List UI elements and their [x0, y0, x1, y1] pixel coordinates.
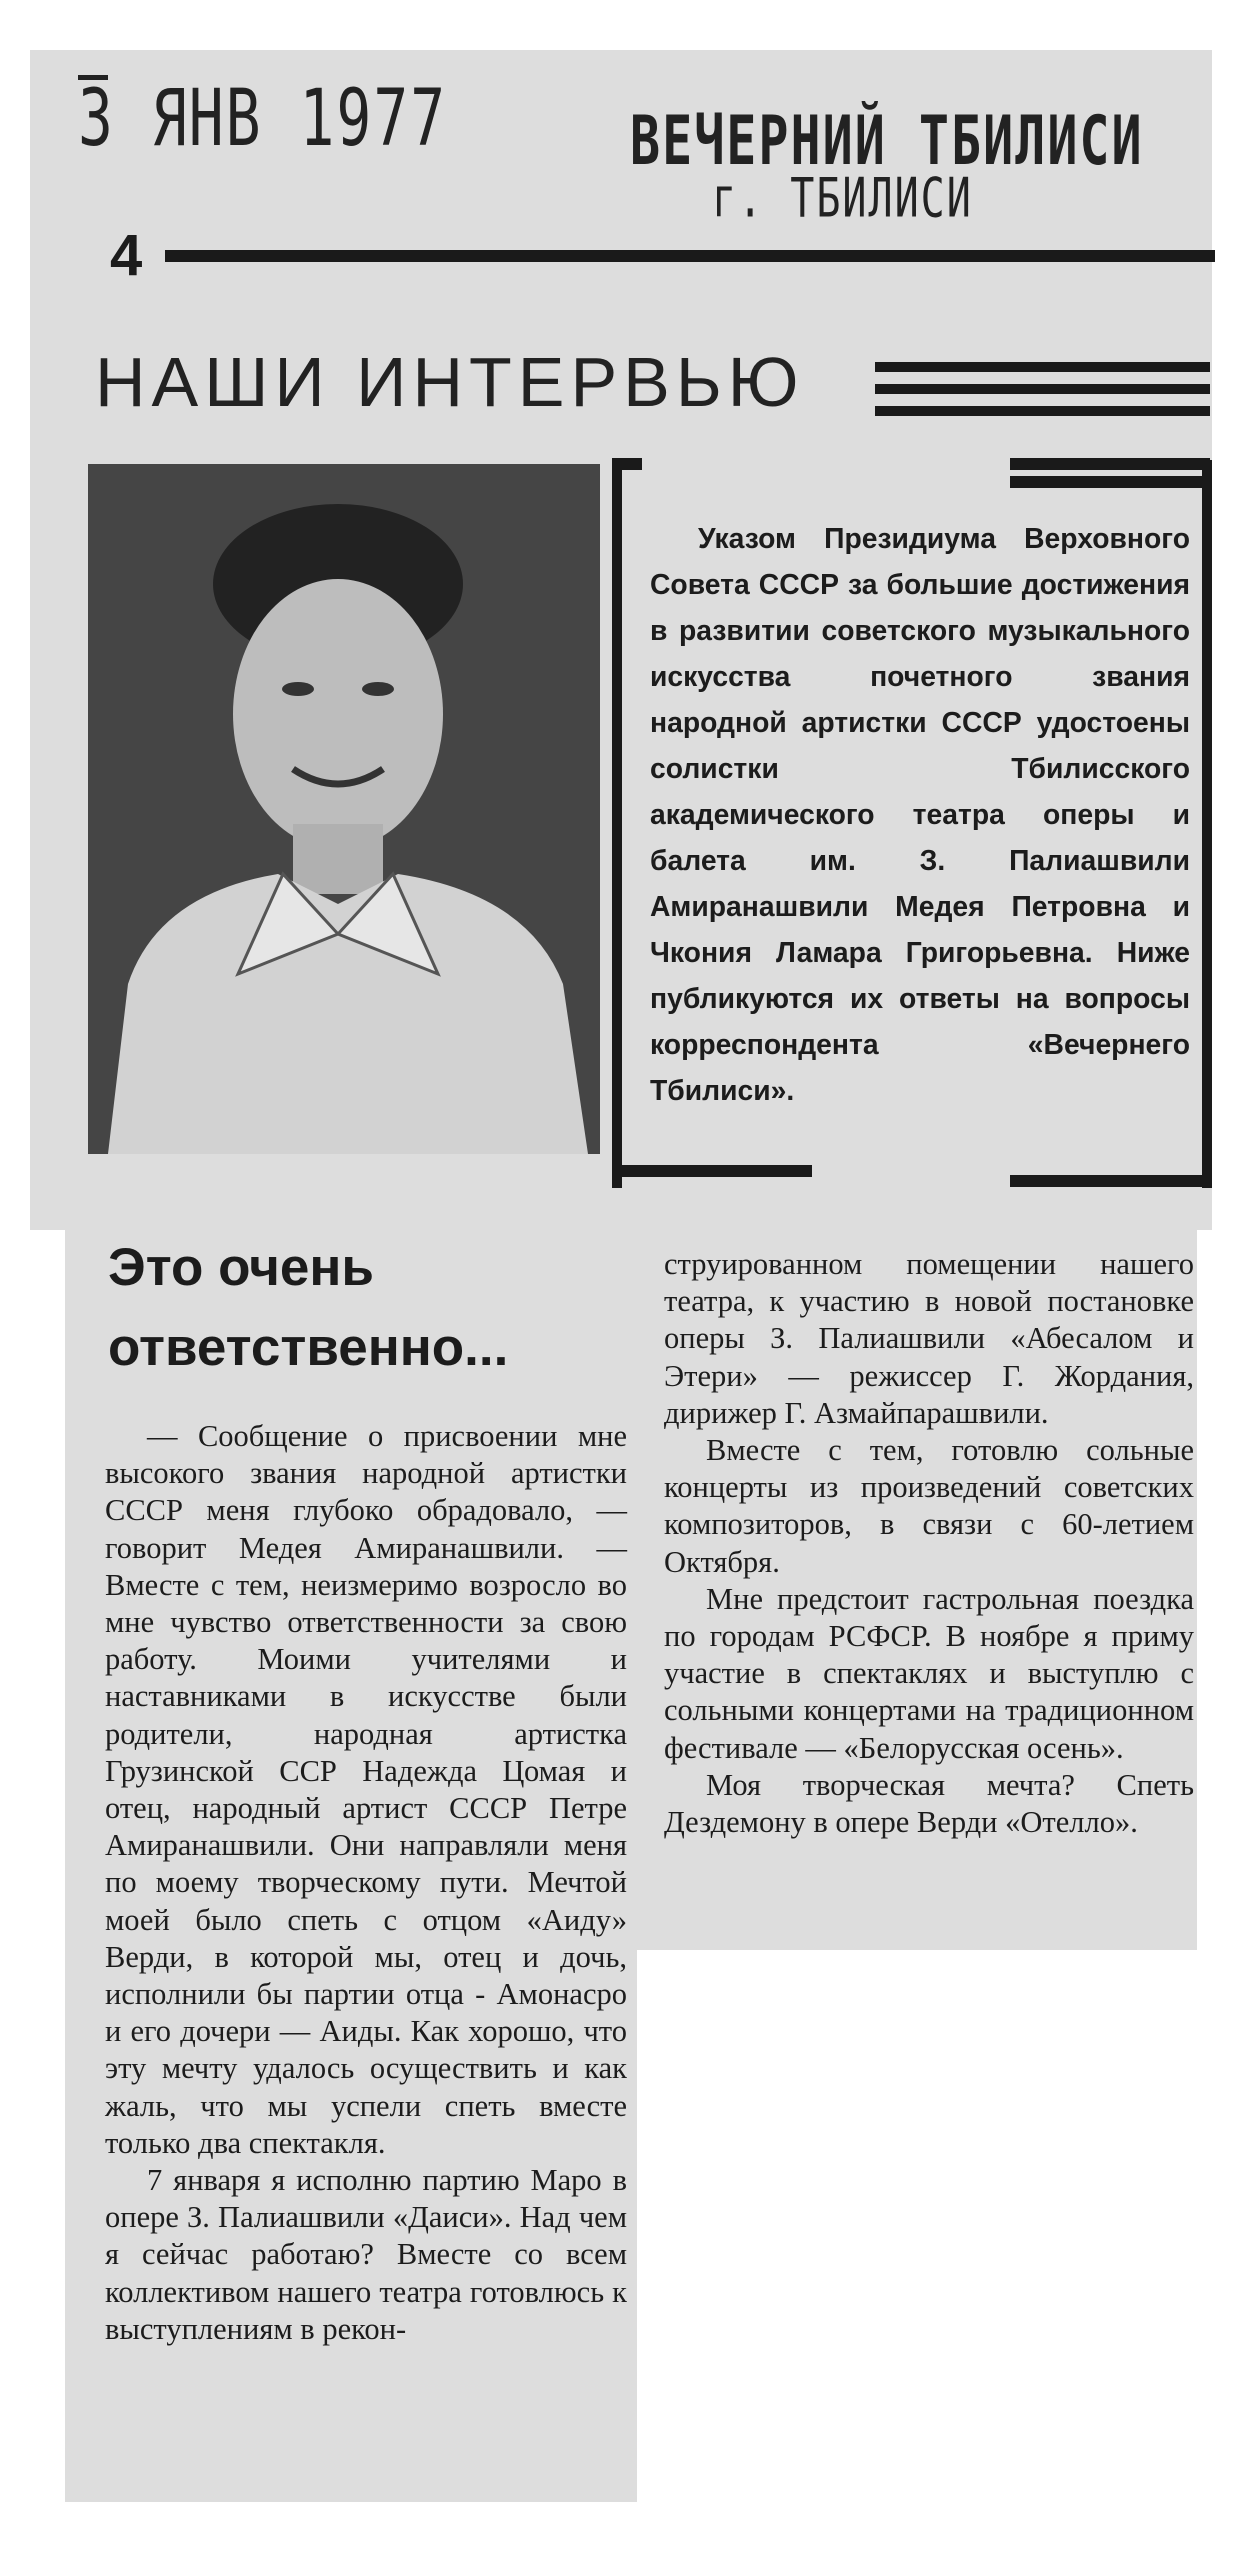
rubric-rule-2 [875, 384, 1210, 394]
article-paragraph: Моя творческая мечта? Спеть Дездемону в опере Верди «Отелло». [664, 1767, 1194, 1840]
rubric-rule-1 [875, 362, 1210, 372]
date-stamp: 3 ЯНВ 1977 [78, 72, 448, 164]
article-left-column [105, 1418, 627, 2348]
rubric-title: НАШИ ИНТЕРВЬЮ [95, 343, 805, 421]
article-paragraph: — Сообщение о присвоении мне высокого звания народной артистки СССР меня глубоко обрадовало, — говорит Медея Амиранашвили. — Вместе с тем, неизмеримо возросло во мне чувство ответственности за свою работу. Моими учителями и наставниками в искусстве были родители, народная артистка Грузинской ССР Надежда Цомая и отец, народный артист СССР Петре Амиранашвили. Они направляли меня по моему творческому пути. Мечтой моей было спеть с отцом «Аиду» Верди, в которой мы, отец и дочь, исполнили бы партии отца - Амонасро и его дочери — Аиды. Как хорошо, что эту мечту удалось осуществить и как жаль, что мы успели спеть вместе только два спектакля. [105, 1419, 627, 2160]
headline-line-1: Это очень [108, 1238, 374, 1297]
article-paragraph: Вместе с тем, готовлю сольные концерты из произведений советских композиторов, в связи с 60-летием Октября. [664, 1433, 1194, 1579]
article-paragraph: 7 января я исполню партию Маро в опере З. Палиашвили «Даиси». Над чем я сейчас работаю? Вместе со всем коллективом нашего театра готовлюсь к выступлениям в рекон- [105, 2163, 627, 2346]
frame-bar-top-left [612, 458, 642, 470]
decree-announcement: Указом Президиума Верховного Совета СССР за большие достижения в развитии советского музыкального искусства почетного звания народной артистки СССР удостоены солистки Тбилисского академического театра оперы и балета им. З. Палиашвили Амиранашвили Медея Петровна и Чкония Ламара Григорьевна. Ниже публикуются их ответы на вопросы корреспондента «Вечернего Тбилиси». [650, 522, 1190, 1106]
portrait-photo [88, 464, 600, 1154]
article-paragraph: струированном помещении нашего театра, к участию в новой постановке оперы З. Палиашвили «Абесалом и Этери» — режиссер Г. Жордания, дирижер Г. Азмайпарашвили. [664, 1247, 1194, 1430]
newspaper-name-stamp: ВЕЧЕРНИЙ ТБИЛИСИ [630, 102, 1144, 181]
frame-bar-top-right-1 [1010, 458, 1210, 470]
article-headline [108, 1228, 628, 1388]
headline-line-2: ответственно... [108, 1318, 509, 1377]
article-right-column [664, 1246, 1194, 1841]
frame-bar-top-right-2 [1010, 476, 1210, 488]
rubric-rule-3 [875, 406, 1210, 416]
portrait-illustration [88, 464, 600, 1154]
frame-bar-bottom-right [1010, 1175, 1210, 1187]
page-number: 4 [110, 223, 143, 288]
article-paragraph: Мне предстоит гастрольная поездка по городам РСФСР. В ноябре я приму участие в спектаклях и выступлю с сольными концертами на традиционном фестивале — «Белорусская осень». [664, 1581, 1194, 1765]
city-stamp: г. ТБИЛИСИ [712, 168, 973, 231]
page-header-rule [165, 250, 1215, 262]
frame-bar-bottom-left [612, 1165, 812, 1177]
